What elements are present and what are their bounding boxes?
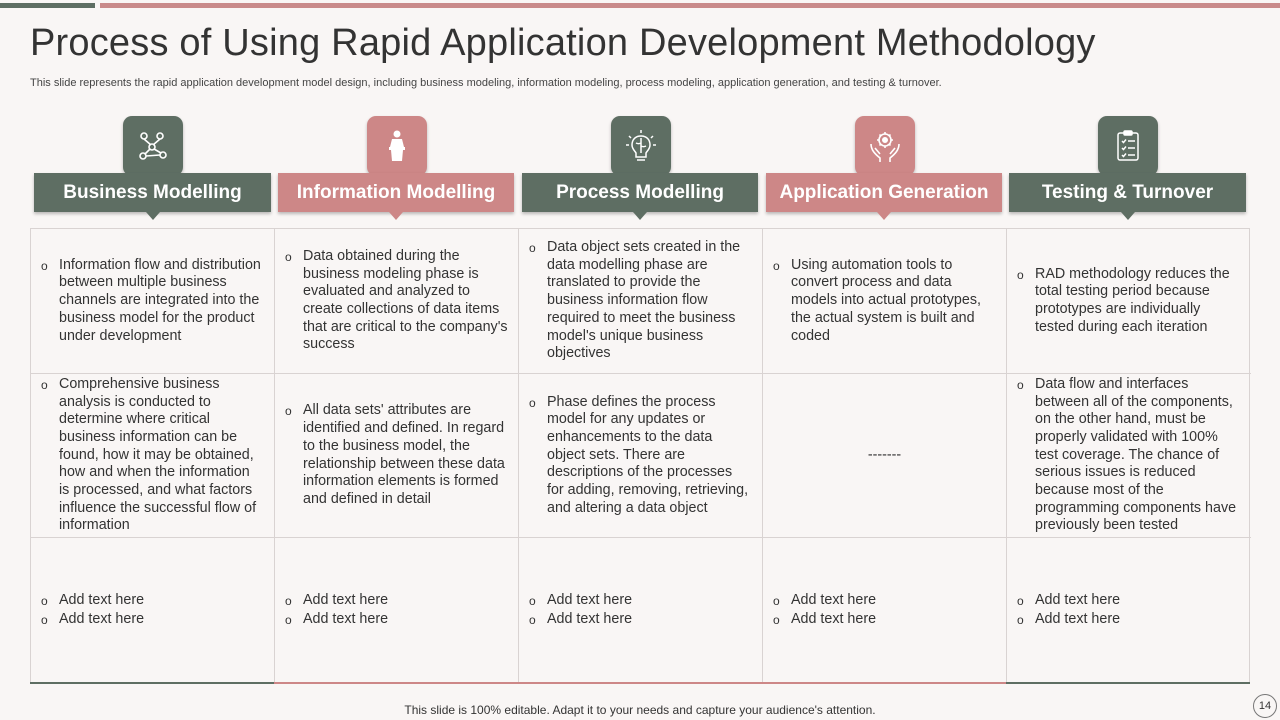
bullet-text: Add text here — [1035, 611, 1121, 627]
bullet-text: Add text here — [791, 611, 877, 627]
bullet-circle-icon: o — [1017, 613, 1024, 627]
bullet-circle-icon: o — [773, 258, 780, 273]
bullet-item — [529, 394, 752, 518]
table-cell — [763, 374, 1007, 538]
column-label: Business Modelling — [34, 173, 271, 212]
checklist-clipboard-icon — [1098, 116, 1158, 176]
page-subtitle: This slide represents the rapid application development model design, including business modeling, information modeling, process modeling, application generation, and testing & turnover. — [30, 77, 942, 89]
bullet-circle-icon: o — [285, 249, 292, 264]
bullet-text: Add text here — [547, 611, 633, 627]
table-cell — [1007, 229, 1251, 374]
page-title: Process of Using Rapid Application Development Methodology — [30, 22, 1096, 64]
bullet-text: Data flow and interfaces between all of the components, on the other hand, must be properly validated with 100% test coverage. The chance of serious issues is reduced because most of the programming components have previously been tested — [1035, 375, 1237, 534]
brain-lightbulb-icon — [611, 116, 671, 176]
bullet-text: Phase defines the process model for any updates or enhancements to the data object sets. There are descriptions of the processes for adding, removing, retrieving, and altering a data object — [547, 393, 749, 516]
bullet-text: Comprehensive business analysis is conducted to determine where critical business information can be found, how it may be obtained, how and when the information is processed, and what factors influence the successful flow of information — [59, 375, 257, 534]
column-label: Information Modelling — [278, 173, 514, 212]
network-nodes-icon — [123, 116, 183, 176]
bullet-circle-icon: o — [773, 613, 780, 627]
bullet-circle-icon: o — [529, 241, 536, 256]
column-label: Process Modelling — [522, 173, 758, 212]
bullet-text: Add text here — [59, 592, 145, 608]
column-header-business-modelling — [34, 116, 271, 226]
bullet-circle-icon: o — [41, 377, 48, 392]
bullet-circle-icon: o — [41, 258, 48, 273]
bullet-circle-icon: o — [773, 594, 780, 608]
bullet-circle-icon: o — [1017, 377, 1024, 392]
table-cell — [1007, 374, 1251, 538]
bullet-text: Information flow and distribution between multiple business channels are integrated into the business model for the product under development — [59, 256, 261, 344]
table-cell — [31, 229, 275, 374]
bullet-item — [1017, 376, 1241, 535]
presenter-podium-icon — [367, 116, 427, 176]
column-label: Testing & Turnover — [1009, 173, 1246, 212]
bullet-text: Data object sets created in the data modelling phase are translated to provide the business information flow required to meet the business model's unique business objectives — [547, 239, 741, 362]
bullet-circle-icon: o — [41, 613, 48, 627]
bullet-text: Add text here — [59, 611, 145, 627]
table-cell — [763, 229, 1007, 374]
bullet-text: RAD methodology reduces the total testing period because prototypes are individually tested during each iteration — [1035, 265, 1230, 335]
bullet-circle-icon: o — [529, 594, 536, 608]
bullet-circle-icon: o — [1017, 267, 1024, 282]
bullet-item — [1017, 592, 1241, 611]
bullet-item — [773, 592, 996, 611]
empty-cell-placeholder: ------- — [867, 446, 902, 463]
bullet-item — [529, 239, 752, 363]
bullet-text: Using automation tools to convert process and data models into actual prototypes, the actual system is built and coded — [791, 256, 981, 344]
table-cell — [275, 229, 519, 374]
bullet-circle-icon: o — [529, 613, 536, 627]
bullet-item — [285, 248, 508, 354]
column-label: Application Generation — [766, 173, 1002, 212]
bullet-item — [285, 402, 508, 508]
bullet-item — [41, 611, 264, 630]
top-accent-bar-dark — [0, 3, 95, 8]
bullet-text: All data sets' attributes are identified and defined. In regard to the business model, the relationship between these data information elements is formed and defined in detail — [303, 402, 505, 507]
table-cell — [519, 538, 763, 684]
bullet-circle-icon: o — [285, 594, 292, 608]
table-cell — [31, 538, 275, 684]
bullet-text: Add text here — [791, 592, 877, 608]
bullet-item — [1017, 266, 1241, 337]
bullet-item — [773, 257, 996, 346]
table-cell — [31, 374, 275, 538]
page-number: 14 — [1253, 694, 1277, 718]
column-header-testing-turnover — [1009, 116, 1246, 226]
bullet-item — [41, 376, 264, 535]
table-cell — [763, 538, 1007, 684]
table-cell — [1007, 538, 1251, 684]
bullet-text: Add text here — [547, 592, 633, 608]
content-table — [30, 228, 1250, 683]
bullet-text: Add text here — [303, 592, 389, 608]
table-cell — [275, 374, 519, 538]
bullet-circle-icon: o — [285, 613, 292, 627]
bullet-text: Add text here — [303, 611, 389, 627]
bullet-item — [285, 592, 508, 611]
bullet-circle-icon: o — [285, 404, 292, 419]
column-header-process-modelling — [522, 116, 758, 226]
table-bottom-line-accent — [274, 682, 1006, 684]
table-cell — [275, 538, 519, 684]
top-accent-bar-pink — [100, 3, 1280, 8]
bullet-item — [529, 611, 752, 630]
footer-note: This slide is 100% editable. Adapt it to your needs and capture your audience's attention. — [404, 703, 876, 717]
bullet-circle-icon: o — [1017, 594, 1024, 608]
bullet-item — [773, 611, 996, 630]
bullet-text: Data obtained during the business modeling phase is evaluated and analyzed to create collections of data items that are critical to the company's success — [303, 247, 508, 353]
hands-gear-icon — [855, 116, 915, 176]
bullet-item — [41, 592, 264, 611]
bullet-item — [41, 257, 264, 346]
bullet-item — [529, 592, 752, 611]
table-cell — [519, 229, 763, 374]
column-header-application-generation — [766, 116, 1002, 226]
bullet-text: Add text here — [1035, 592, 1121, 608]
bullet-item — [285, 611, 508, 630]
bullet-item — [1017, 611, 1241, 630]
bullet-circle-icon: o — [529, 395, 536, 410]
bullet-circle-icon: o — [41, 594, 48, 608]
column-header-information-modelling — [278, 116, 514, 226]
table-cell — [519, 374, 763, 538]
